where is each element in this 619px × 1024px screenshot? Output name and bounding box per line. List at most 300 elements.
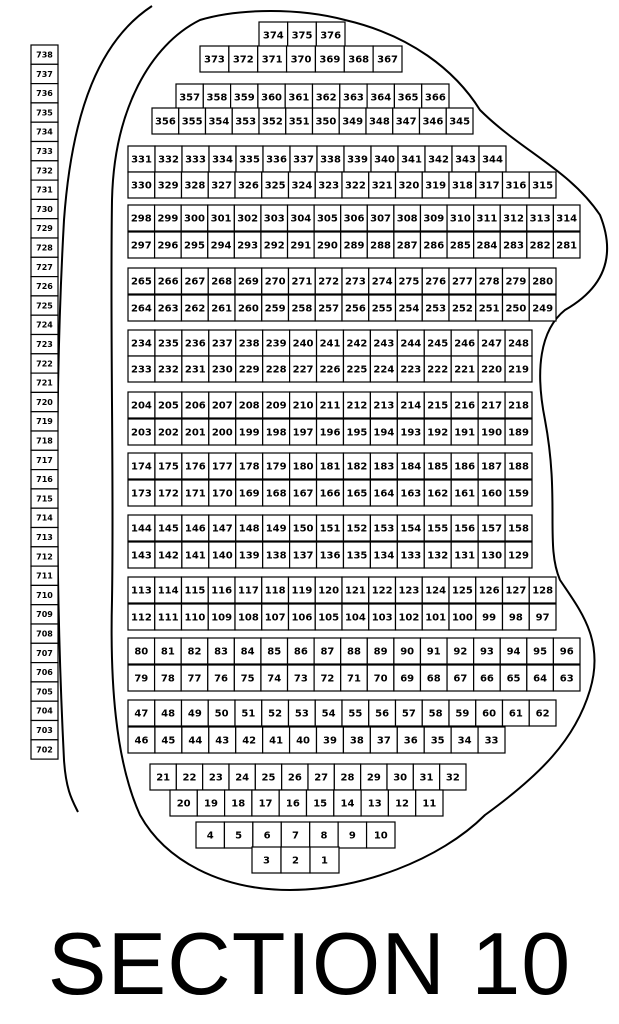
plot-330-label: 330 <box>130 180 152 192</box>
plot-286-label: 286 <box>423 240 445 252</box>
plot-209-label: 209 <box>265 400 287 412</box>
plot-204-label: 204 <box>131 400 152 412</box>
plot-row <box>128 330 532 356</box>
plot-353-label: 353 <box>235 116 257 128</box>
plot-367-label: 367 <box>377 54 399 66</box>
plot-242-label: 242 <box>346 338 368 350</box>
plot-101-label: 101 <box>425 612 447 624</box>
plot-249-label: 249 <box>532 303 554 315</box>
plot-row <box>128 419 532 445</box>
plot-197-label: 197 <box>292 427 314 439</box>
plot-138-label: 138 <box>265 550 287 562</box>
plot-row <box>128 727 505 753</box>
plot-62-label: 62 <box>535 708 550 720</box>
plot-373-label: 373 <box>203 54 225 66</box>
plot-312-label: 312 <box>503 213 524 225</box>
plot-115-label: 115 <box>184 585 206 597</box>
plot-6-label: 6 <box>263 830 271 842</box>
plot-349-label: 349 <box>342 116 364 128</box>
plot-243-label: 243 <box>373 338 395 350</box>
plot-339-label: 339 <box>347 154 368 166</box>
plot-45-label: 45 <box>161 735 176 747</box>
plot-1-label: 1 <box>321 855 328 867</box>
plot-230-label: 230 <box>211 364 233 376</box>
plot-55-label: 55 <box>348 708 363 720</box>
plot-106-label: 106 <box>291 612 313 624</box>
plot-307-label: 307 <box>370 213 392 225</box>
plot-189-label: 189 <box>508 427 529 439</box>
plot-row <box>200 46 402 72</box>
plot-331-label: 331 <box>131 154 152 166</box>
plot-72-label: 72 <box>320 673 335 685</box>
plot-46-label: 46 <box>134 735 149 747</box>
plot-114-label: 114 <box>157 585 179 597</box>
plot-99-label: 99 <box>482 612 497 624</box>
plot-81-label: 81 <box>160 646 175 658</box>
plot-298-label: 298 <box>130 213 152 225</box>
plot-168-label: 168 <box>265 488 287 500</box>
side-plot-713-label: 713 <box>36 533 53 543</box>
plot-221-label: 221 <box>454 364 476 376</box>
side-plot-702-label: 702 <box>36 745 53 755</box>
plot-151-label: 151 <box>319 523 341 535</box>
plot-223-label: 223 <box>400 364 422 376</box>
plot-row <box>128 172 556 198</box>
plot-157-label: 157 <box>481 523 503 535</box>
plot-175-label: 175 <box>157 461 179 473</box>
plot-203-label: 203 <box>131 427 152 439</box>
plot-360-label: 360 <box>261 92 282 104</box>
plot-73-label: 73 <box>293 673 308 685</box>
plot-125-label: 125 <box>451 585 473 597</box>
plot-120-label: 120 <box>318 585 340 597</box>
plot-160-label: 160 <box>481 488 503 500</box>
plot-260-label: 260 <box>237 303 259 315</box>
plot-356-label: 356 <box>154 116 176 128</box>
plot-216-label: 216 <box>454 400 476 412</box>
plot-258-label: 258 <box>291 303 313 315</box>
plot-57-label: 57 <box>401 708 416 720</box>
plot-350-label: 350 <box>315 116 337 128</box>
plot-11-label: 11 <box>422 798 437 810</box>
plot-344-label: 344 <box>482 154 503 166</box>
plot-row <box>196 822 395 848</box>
side-plot-725-label: 725 <box>36 301 53 311</box>
plot-row <box>152 108 473 134</box>
plot-row <box>128 515 532 541</box>
plot-40-label: 40 <box>296 735 310 747</box>
plot-300-label: 300 <box>184 213 205 225</box>
plot-173-label: 173 <box>131 488 152 500</box>
side-plot-712-label: 712 <box>36 552 53 562</box>
plot-row <box>128 542 532 568</box>
plot-351-label: 351 <box>288 116 310 128</box>
plot-219-label: 219 <box>508 364 529 376</box>
plot-215-label: 215 <box>427 400 449 412</box>
plot-183-label: 183 <box>373 461 395 473</box>
plot-208-label: 208 <box>238 400 260 412</box>
plot-325-label: 325 <box>264 180 286 192</box>
plot-211-label: 211 <box>319 400 341 412</box>
plot-95-label: 95 <box>533 646 548 658</box>
plot-305-label: 305 <box>316 213 338 225</box>
plot-291-label: 291 <box>290 240 312 252</box>
plot-240-label: 240 <box>292 338 314 350</box>
plot-188-label: 188 <box>508 461 529 473</box>
side-plot-733-label: 733 <box>36 147 53 157</box>
plot-167-label: 167 <box>292 488 314 500</box>
plot-54-label: 54 <box>321 708 336 720</box>
plot-308-label: 308 <box>396 213 418 225</box>
plot-210-label: 210 <box>292 400 314 412</box>
plot-306-label: 306 <box>343 213 365 225</box>
plot-294-label: 294 <box>210 240 232 252</box>
plot-36-label: 36 <box>403 735 418 747</box>
plot-144-label: 144 <box>131 523 152 535</box>
plot-372-label: 372 <box>232 54 254 66</box>
plot-108-label: 108 <box>237 612 259 624</box>
plot-295-label: 295 <box>184 240 205 252</box>
plot-345-label: 345 <box>449 116 471 128</box>
plot-row <box>128 700 556 726</box>
plot-238-label: 238 <box>238 338 260 350</box>
plot-217-label: 217 <box>481 400 503 412</box>
side-plot-703-label: 703 <box>36 726 53 736</box>
plot-row <box>128 295 556 321</box>
plot-150-label: 150 <box>292 523 314 535</box>
plot-121-label: 121 <box>344 585 366 597</box>
plot-370-label: 370 <box>290 54 312 66</box>
plot-184-label: 184 <box>400 461 422 473</box>
plot-100-label: 100 <box>451 612 473 624</box>
side-plot-715-label: 715 <box>36 494 53 504</box>
plot-336-label: 336 <box>266 154 287 166</box>
plot-77-label: 77 <box>187 673 202 685</box>
plot-241-label: 241 <box>319 338 341 350</box>
plot-342-label: 342 <box>428 154 449 166</box>
plot-362-label: 362 <box>315 92 337 104</box>
plot-284-label: 284 <box>476 240 498 252</box>
plot-89-label: 89 <box>373 646 388 658</box>
plot-222-label: 222 <box>427 364 449 376</box>
plot-322-label: 322 <box>344 180 366 192</box>
plot-327-label: 327 <box>211 180 233 192</box>
plot-348-label: 348 <box>368 116 390 128</box>
plot-131-label: 131 <box>454 550 476 562</box>
plot-20-label: 20 <box>176 798 191 810</box>
plot-row <box>128 604 556 630</box>
plot-310-label: 310 <box>449 213 471 225</box>
plot-52-label: 52 <box>268 708 283 720</box>
plot-22-label: 22 <box>182 772 197 784</box>
plot-319-label: 319 <box>425 180 447 192</box>
plot-165-label: 165 <box>346 488 368 500</box>
plot-142-label: 142 <box>157 550 179 562</box>
plot-174-label: 174 <box>131 461 152 473</box>
plot-255-label: 255 <box>371 303 393 315</box>
side-plot-731-label: 731 <box>36 185 53 195</box>
side-plot-717-label: 717 <box>36 455 53 465</box>
plot-172-label: 172 <box>157 488 179 500</box>
plot-154-label: 154 <box>400 523 422 535</box>
plot-164-label: 164 <box>373 488 395 500</box>
plot-row <box>128 268 556 294</box>
plot-39-label: 39 <box>323 735 337 747</box>
plot-78-label: 78 <box>160 673 175 685</box>
plot-row <box>128 577 556 603</box>
plot-226-label: 226 <box>319 364 341 376</box>
plot-369-label: 369 <box>319 54 341 66</box>
plot-218-label: 218 <box>508 400 529 412</box>
plot-182-label: 182 <box>346 461 368 473</box>
plot-290-label: 290 <box>316 240 338 252</box>
plot-row <box>128 356 532 382</box>
plot-259-label: 259 <box>264 303 286 315</box>
plot-292-label: 292 <box>263 240 285 252</box>
plot-13-label: 13 <box>367 798 382 810</box>
plot-49-label: 49 <box>187 708 202 720</box>
plot-25-label: 25 <box>261 772 276 784</box>
plot-314-label: 314 <box>556 213 578 225</box>
plot-202-label: 202 <box>157 427 179 439</box>
plot-18-label: 18 <box>231 798 246 810</box>
section-title: SECTION 10 <box>47 914 572 1013</box>
side-plot-738-label: 738 <box>36 50 53 60</box>
plot-352-label: 352 <box>261 116 283 128</box>
plot-96-label: 96 <box>559 646 574 658</box>
plot-332-label: 332 <box>158 154 179 166</box>
plot-190-label: 190 <box>481 427 503 439</box>
plot-row <box>128 453 532 479</box>
plot-187-label: 187 <box>481 461 503 473</box>
plot-316-label: 316 <box>505 180 527 192</box>
plot-271-label: 271 <box>291 276 313 288</box>
side-plot-710-label: 710 <box>36 590 53 600</box>
plot-224-label: 224 <box>373 364 395 376</box>
plot-5-label: 5 <box>235 830 243 842</box>
plot-317-label: 317 <box>478 180 500 192</box>
plot-193-label: 193 <box>400 427 422 439</box>
plot-9-label: 9 <box>348 830 356 842</box>
plot-84-label: 84 <box>240 646 255 658</box>
plot-237-label: 237 <box>211 338 233 350</box>
side-plot-722-label: 722 <box>36 359 53 369</box>
plot-274-label: 274 <box>371 276 393 288</box>
plot-15-label: 15 <box>313 798 328 810</box>
plot-248-label: 248 <box>508 338 529 350</box>
plot-28-label: 28 <box>340 772 355 784</box>
plot-111-label: 111 <box>157 612 179 624</box>
plot-206-label: 206 <box>184 400 206 412</box>
plot-309-label: 309 <box>423 213 445 225</box>
plot-252-label: 252 <box>451 303 473 315</box>
plot-34-label: 34 <box>457 735 472 747</box>
plot-359-label: 359 <box>233 92 255 104</box>
plot-334-label: 334 <box>212 154 233 166</box>
plot-14-label: 14 <box>340 798 355 810</box>
plot-347-label: 347 <box>395 116 417 128</box>
plot-31-label: 31 <box>419 772 434 784</box>
plot-161-label: 161 <box>454 488 476 500</box>
plot-269-label: 269 <box>237 276 259 288</box>
plot-277-label: 277 <box>451 276 473 288</box>
plot-376-label: 376 <box>320 30 342 42</box>
plot-329-label: 329 <box>157 180 179 192</box>
side-plot-714-label: 714 <box>36 513 53 523</box>
plot-127-label: 127 <box>505 585 527 597</box>
plot-275-label: 275 <box>398 276 420 288</box>
plot-67-label: 67 <box>453 673 468 685</box>
side-plot-column <box>31 45 58 759</box>
side-plot-709-label: 709 <box>36 610 53 620</box>
side-plot-716-label: 716 <box>36 475 53 485</box>
plot-row <box>128 638 580 664</box>
plot-122-label: 122 <box>371 585 393 597</box>
plot-row <box>128 480 532 506</box>
plot-156-label: 156 <box>454 523 476 535</box>
plot-192-label: 192 <box>427 427 449 439</box>
plot-303-label: 303 <box>263 213 285 225</box>
plot-213-label: 213 <box>373 400 395 412</box>
plot-326-label: 326 <box>237 180 259 192</box>
plot-371-label: 371 <box>261 54 283 66</box>
plot-368-label: 368 <box>348 54 370 66</box>
plot-285-label: 285 <box>449 240 471 252</box>
plot-315-label: 315 <box>532 180 554 192</box>
plot-273-label: 273 <box>344 276 366 288</box>
plot-3-label: 3 <box>263 855 270 867</box>
plot-50-label: 50 <box>214 708 229 720</box>
plot-row <box>252 847 339 873</box>
plot-195-label: 195 <box>346 427 368 439</box>
plot-7-label: 7 <box>292 830 299 842</box>
plot-335-label: 335 <box>239 154 260 166</box>
plot-346-label: 346 <box>422 116 444 128</box>
plot-311-label: 311 <box>476 213 498 225</box>
plot-row <box>170 790 443 816</box>
plot-296-label: 296 <box>157 240 179 252</box>
plot-299-label: 299 <box>157 213 179 225</box>
side-plot-708-label: 708 <box>36 629 53 639</box>
plot-361-label: 361 <box>288 92 310 104</box>
plot-196-label: 196 <box>319 427 341 439</box>
plot-158-label: 158 <box>508 523 529 535</box>
plot-159-label: 159 <box>508 488 529 500</box>
side-plot-720-label: 720 <box>36 397 53 407</box>
plot-280-label: 280 <box>532 276 554 288</box>
plot-246-label: 246 <box>454 338 476 350</box>
plot-261-label: 261 <box>211 303 233 315</box>
plot-270-label: 270 <box>264 276 286 288</box>
plot-207-label: 207 <box>211 400 233 412</box>
plot-166-label: 166 <box>319 488 341 500</box>
plot-130-label: 130 <box>481 550 503 562</box>
plot-41-label: 41 <box>269 735 284 747</box>
plot-235-label: 235 <box>157 338 179 350</box>
plot-59-label: 59 <box>455 708 470 720</box>
plot-row <box>128 665 580 691</box>
plot-153-label: 153 <box>373 523 395 535</box>
plot-212-label: 212 <box>346 400 368 412</box>
plot-232-label: 232 <box>157 364 179 376</box>
plot-136-label: 136 <box>319 550 341 562</box>
plot-354-label: 354 <box>208 116 230 128</box>
plot-155-label: 155 <box>427 523 449 535</box>
plot-194-label: 194 <box>373 427 395 439</box>
plot-79-label: 79 <box>134 673 149 685</box>
plot-58-label: 58 <box>428 708 443 720</box>
plot-200-label: 200 <box>211 427 233 439</box>
plot-366-label: 366 <box>424 92 446 104</box>
plot-181-label: 181 <box>319 461 341 473</box>
plot-32-label: 32 <box>445 772 460 784</box>
plot-38-label: 38 <box>349 735 364 747</box>
plot-186-label: 186 <box>454 461 476 473</box>
side-plot-728-label: 728 <box>36 243 53 253</box>
plot-4-label: 4 <box>206 830 214 842</box>
plot-140-label: 140 <box>211 550 233 562</box>
plot-88-label: 88 <box>347 646 361 658</box>
plot-147-label: 147 <box>211 523 233 535</box>
plot-129-label: 129 <box>508 550 529 562</box>
plot-117-label: 117 <box>237 585 259 597</box>
plot-63-label: 63 <box>559 673 574 685</box>
plot-128-label: 128 <box>532 585 554 597</box>
plot-228-label: 228 <box>265 364 287 376</box>
plot-93-label: 93 <box>479 646 494 658</box>
plot-281-label: 281 <box>556 240 578 252</box>
side-plot-727-label: 727 <box>36 262 53 272</box>
plot-266-label: 266 <box>157 276 179 288</box>
plot-341-label: 341 <box>401 154 422 166</box>
plot-198-label: 198 <box>265 427 287 439</box>
plot-191-label: 191 <box>454 427 476 439</box>
plot-80-label: 80 <box>134 646 149 658</box>
plot-220-label: 220 <box>481 364 503 376</box>
plot-row <box>259 22 345 48</box>
plot-2-label: 2 <box>292 855 299 867</box>
plot-26-label: 26 <box>287 772 302 784</box>
plot-145-label: 145 <box>157 523 179 535</box>
plot-82-label: 82 <box>187 646 202 658</box>
plot-71-label: 71 <box>347 673 361 685</box>
plot-61-label: 61 <box>508 708 523 720</box>
side-plot-730-label: 730 <box>36 204 53 214</box>
plot-267-label: 267 <box>184 276 206 288</box>
plot-86-label: 86 <box>293 646 308 658</box>
plot-149-label: 149 <box>265 523 287 535</box>
plot-112-label: 112 <box>130 612 152 624</box>
side-plot-724-label: 724 <box>36 320 53 330</box>
plot-69-label: 69 <box>400 673 415 685</box>
plot-239-label: 239 <box>265 338 287 350</box>
plot-205-label: 205 <box>157 400 179 412</box>
plot-302-label: 302 <box>237 213 259 225</box>
plot-126-label: 126 <box>478 585 500 597</box>
plot-162-label: 162 <box>427 488 449 500</box>
plot-338-label: 338 <box>320 154 341 166</box>
plot-60-label: 60 <box>482 708 497 720</box>
plot-23-label: 23 <box>208 772 223 784</box>
plot-21-label: 21 <box>156 772 171 784</box>
plot-247-label: 247 <box>481 338 503 350</box>
side-plot-735-label: 735 <box>36 108 53 118</box>
plot-37-label: 37 <box>376 735 391 747</box>
plot-17-label: 17 <box>258 798 273 810</box>
plot-19-label: 19 <box>203 798 218 810</box>
plot-blocks <box>128 22 580 873</box>
plot-301-label: 301 <box>210 213 232 225</box>
